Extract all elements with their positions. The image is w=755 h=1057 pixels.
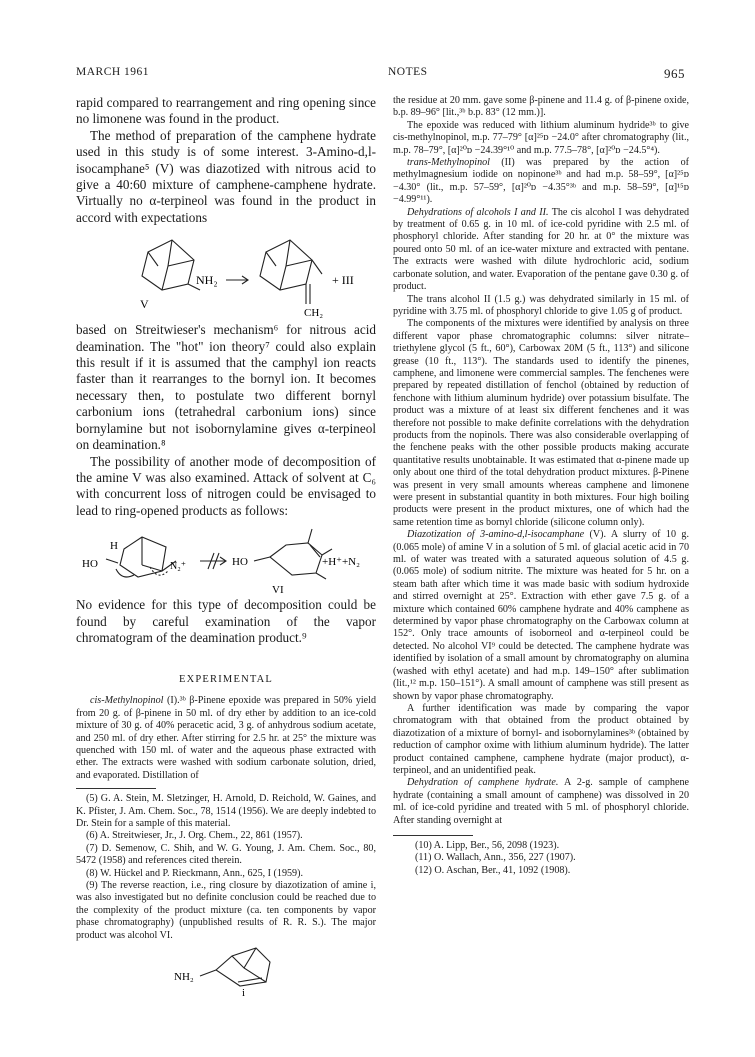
diazotization-body: (V). A slurry of 10 g. (0.065 mole) of amine V in a solution of 5 ml. of glacial acetic acid in 70 ml. of water was treated with a saturated aqueous solution of 4.5 g. (0.065 mole) of sodium nitrite. The mixture was heated for 5 hr. on a steam bath after which time it was made basic with sodium hydroxide and stirred overnight at 25°. Extraction with ether gave 7.5 g. of a mixture which contained 60% camphene hydrate and 40% camphene as determined by vapor phase chromatography on the Carbowax column at 152°. Only trace amounts of isoborneol and α-terpineol could be detected. No alcohol VI⁹ could be detected. The camphene hydrate was identified by isolation of a small amount by chromatography on alumina (washed with ethyl acetate) and had m.p. 149–150° after sublimation (lit.,¹² m.p. 150–151°). A small amount of camphene was still present as shown by vapor phase chromatography.: [393, 529, 689, 702]
scheme1-v-label: V: [140, 297, 149, 312]
footnote-9: (9) The reverse reaction, i.e., ring closure by diazotization of amine i, was also investigated but no definite conclusion could be reached due to the complexity of the product mixture (ca. ten components by vapor phase chromatography) (unpublished results of R. R. S.). The major product was alcohol VI.: [76, 880, 376, 941]
footnote-7: (7) D. Semenow, C. Shih, and W. G. Young, J. Am. Chem. Soc., 80, 5472 (1958) and references cited therein.: [76, 842, 376, 867]
references: [393, 840, 689, 877]
footnotes: [76, 793, 376, 942]
scheme2-products-label: +H⁺+N₂: [322, 556, 360, 569]
scheme2-h-label: H: [110, 540, 118, 553]
reaction-scheme-deamination: [76, 226, 376, 322]
structure-amine-i: [76, 942, 376, 996]
reference-12: (12) O. Aschan, Ber., 41, 1092 (1908).: [415, 864, 571, 876]
scheme3-i-label: i: [242, 987, 246, 997]
paragraph-mechanism: based on Streitwieser's mechanism⁶ for nitrous acid deamination. The "hot" ion theory⁷ could also explain this result if it is assumed that the camphyl ion reacts faster than it rearranges to the bornyl ion. It becomes necessary then, to postulate two different bornyl carbonium ions (tetrahedral carbonium ions) since bornylamine but not isobornylamine gives α-terpineol on deamination.⁸: [76, 322, 376, 453]
cis-methylnopinol-heading: cis-Methylnopinol: [90, 695, 164, 707]
header-date: MARCH 1961: [76, 66, 150, 78]
reference-10: (10) A. Lipp, Ber., 56, 2098 (1923).: [415, 839, 560, 851]
scheme-deamination-drawing: [76, 226, 376, 322]
paragraph-trans-alcohol: The trans alcohol II (1.5 g.) was dehydrated similarly in 15 ml. of pyridine with 3.75 ml. of phosphoryl chloride to give 1.05 g of product.: [393, 293, 689, 317]
structure-amine-i-drawing: [76, 942, 376, 996]
page-header: [76, 66, 685, 82]
footnote-8: (8) W. Hückel and P. Rieckmann, Ann., 625, I (1959).: [86, 867, 303, 879]
dehydration-camphene-hydrate-heading: Dehydration of camphene hydrate.: [407, 777, 559, 789]
diazotization-heading: Diazotization of 3-amino-d,l-isocamphane: [407, 529, 585, 541]
paragraph-components: The components of the mixtures were identified by analysis on three different vapor phase chromatographic columns: silver nitrate–triethylene glycol (5 ft., 60°), Carbowax 20M (5 ft., 113°) and silicone grease (10 ft., 113°). The standards used to identify the pinenes, camphene, and limonene were commercial samples. The fenchenes were prepared by repeated distillation of fenchol (obtained by reduction of fenchone with lithium aluminum hydride) over potassium bisulfate. The product was a mixture of at least six different fenchenes and it was therefore not possible to make definite correlations with the dehydration products from the nopinols. There was also considerable overlapping of the fenchene peaks with the other possible products making accurate quantitative results unobtainable. It was estimated that α-pinene made up only about one third of the total dehydration product mixtures. β-Pinene was present in very small amounts whereas camphene and limonene were present in substantial quantity in both mixtures. Four high boiling products were present in the product mixtures, one of which had the same retention time as bornyl chloride (silicone column only).: [393, 318, 689, 528]
scheme1-nh2-label: NH₂: [196, 273, 218, 288]
scheme2-vi-label: VI: [272, 584, 284, 597]
footnote-5: (5) G. A. Stein, M. Sletzinger, H. Arnold, D. Reichold, W. Gaines, and K. Pfister, J. Am. Chem. Soc., 78, 1514 (1956). We are deeply indebted to Dr. Stein for a sample of this material.: [76, 793, 376, 829]
paragraph-diazotization: [393, 529, 689, 703]
footnote-rule: [76, 788, 156, 789]
paragraph-further-identification: A further identification was made by comparing the vapor chromatogram with that obtained from the product obtained by diazotization of a mixture of bornyl- and isobornylamines³ᵇ (obtained by reduction of camphor oxime with lithium aluminum hydride). The latter product contained camphene, camphene hydrate (major product), α-terpineol, and an unidentified peak.: [393, 702, 689, 776]
dehydrations-heading: Dehydrations of alcohols I and II.: [407, 206, 549, 218]
scheme3-nh2-label: NH₂: [174, 971, 194, 984]
header-section: NOTES: [388, 66, 428, 78]
scheme2-ho-right-label: HO: [232, 556, 248, 569]
paragraph-dehydrations: [393, 207, 689, 294]
trans-methylnopinol-heading: trans-Methylnopinol: [407, 157, 490, 169]
paragraph-epoxide: The epoxide was reduced with lithium aluminum hydride³ᵇ to give cis-methylnopinol, m.p. 77–79° [α]²⁵ᴅ −24.0° after chromatography (lit., m.p. 78–79°, [α]²⁰ᴅ −24.39°¹⁰ and m.p. 77.5–78°, [α]²⁰ᴅ −24.5°⁴).: [393, 119, 689, 156]
footnote-6: (6) A. Streitwieser, Jr., J. Org. Chem., 22, 861 (1957).: [86, 830, 303, 842]
dehydrations-body: The cis alcohol I was dehydrated by treatment of 0.65 g. in 10 ml. of ice-cold pyridine with 2.5 ml. of phosphoryl chloride. After standing for 20 hr. at 0° the mixture was poured onto 50 ml. of an ice-water mixture and extracted with pentane. The extracts were washed with dilute hydrochloric acid, sodium carbonate solution, and water. Evaporation of the pentane gave 0.30 g. of product.: [393, 206, 689, 293]
cis-methylnopinol-body: (I).³ᵇ β-Pinene epoxide was prepared in 50% yield from 20 g. of β-pinene in 50 ml. of dry ether by addition to an ice-cold mixture of 30 g. of 40% peracetic acid, 3 g. of anhydrous sodium acetate, and 250 ml. of dry ether. After stirring for 2.5 hr. at 25° the mixture was quenched with 150 ml. of water and the aqueous phase extracted with ether. The extracts were washed with sodium carbonate solution, dried, and evaporated. Distillation of: [76, 695, 376, 781]
dehydration-camphene-hydrate-body: A 2-g. sample of camphene hydrate (containing a small amount of camphene) was dissolved in 20 ml. of ice-cold pyridine and treated with 5 ml. of phosphoryl chloride. After standing overnight at: [393, 777, 690, 826]
left-column: [76, 95, 376, 996]
scheme2-n2plus-label: N₂⁺: [170, 561, 186, 573]
reference-11: (11) O. Wallach, Ann., 356, 227 (1907).: [415, 852, 576, 864]
paragraph-trans-methylnopinol: [393, 157, 689, 207]
reaction-scheme-ring-opening: [76, 519, 376, 597]
scheme1-ch2-label: CH₂: [304, 307, 324, 320]
paragraph-dehydration-camphene-hydrate: [393, 777, 689, 827]
right-column: [393, 95, 689, 877]
references-rule: [393, 835, 473, 836]
paragraph-residue: the residue at 20 mm. gave some β-pinene and 11.4 g. of β-pinene oxide, b.p. 89–96° [lit.,³ᵇ b.p. 83° (12 mm.)].: [393, 95, 689, 119]
scheme2-ho-left-label: HO: [82, 558, 98, 571]
scheme1-plus-iii-label: + III: [332, 273, 354, 288]
paragraph-intro: rapid compared to rearrangement and ring opening since no limonene was found in the product.: [76, 95, 376, 127]
paragraph-possibility: The possibility of another mode of decomposition of the amine V was also examined. Attack of solvent at C₆ with concurrent loss of nitrogen could be envisaged to lead to ring-opened products as follows:: [76, 453, 376, 518]
section-heading-experimental: EXPERIMENTAL: [178, 674, 274, 686]
paragraph-no-evidence: No evidence for this type of decomposition could be found by careful examination of the vapor chromatogram of the deamination product.⁹: [76, 597, 376, 645]
trans-methylnopinol-body: (II) was prepared by the action of methylmagnesium iodide on nopinone³ᵇ and had m.p. 58–59°, [α]²⁵ᴅ −4.30° (lit., m.p. 57–59°, [α]²⁰ᴅ −4.35°³ᵇ and m.p. 58–59°, [α]¹⁵ᴅ −4.99°¹¹).: [393, 157, 689, 206]
scheme-ring-opening-drawing: [76, 519, 376, 597]
paragraph-cis-methylnopinol: [76, 695, 376, 782]
paragraph-method: The method of preparation of the camphene hydrate used in this study is of some interest. 3-Amino-d,l-isocamphane⁵ (V) was diazotized with nitrous acid to give a 40:60 mixture of camphene-camphene hydrate. Virtually no α-terpineol was found in the product in accord with expectations: [76, 127, 376, 225]
page-number: 965: [664, 66, 685, 81]
